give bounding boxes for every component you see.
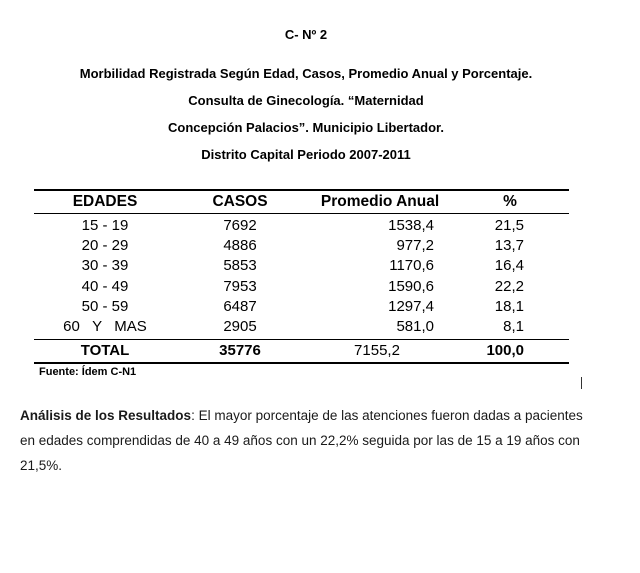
cell-edades: 20 - 29: [81, 237, 129, 254]
header-pct: %: [503, 193, 517, 210]
analysis-text: : El mayor porcentaje de las atenciones fueron dadas a pacientes en edades comprendidas de 40 a 49 años con un 22,2% seguida por las de 15 a 19 años con 21,5%.: [20, 408, 583, 473]
cell-promedio: 1590,6: [388, 278, 434, 295]
title-line-3: Concepción Palacios”. Municipio Libertador.: [168, 120, 444, 135]
header-edades: EDADES: [72, 193, 138, 210]
cell-edades: 15 - 19: [81, 217, 129, 234]
cell-edades: 40 - 49: [81, 278, 129, 295]
table-total-rule: [34, 339, 569, 340]
table-row: [0, 237, 600, 254]
table-header-rule: [34, 213, 569, 214]
cell-casos: 2905: [223, 318, 257, 335]
cell-pct: 16,4: [494, 257, 524, 274]
total-promedio: 7155,2: [354, 342, 400, 359]
analysis-label: Análisis de los Resultados: [20, 408, 192, 423]
cell-pct: 8,1: [503, 318, 524, 335]
cell-casos: 7953: [223, 278, 257, 295]
analysis-paragraph: [20, 403, 590, 478]
total-label: TOTAL: [80, 342, 130, 359]
total-casos: 35776: [219, 342, 261, 359]
source-note: Fuente: Ídem C-N1: [39, 366, 137, 378]
cell-promedio: 977,2: [396, 237, 434, 254]
total-pct: 100,0: [486, 342, 524, 359]
cell-promedio: 581,0: [396, 318, 434, 335]
table-row: [0, 318, 600, 335]
margin-mark: [581, 377, 582, 389]
cell-pct: 21,5: [494, 217, 524, 234]
table-bottom-rule: [34, 362, 569, 364]
table-total-row: [0, 342, 600, 359]
header-casos: CASOS: [212, 193, 268, 210]
cell-promedio: 1170,6: [389, 257, 434, 274]
cell-edades: 60 Y MAS: [63, 318, 147, 335]
table-number: C- Nº 2: [284, 27, 328, 42]
cell-casos: 6487: [223, 298, 257, 315]
table-top-rule: [34, 189, 569, 191]
table-header-row: [0, 193, 600, 210]
cell-casos: 7692: [223, 217, 257, 234]
cell-edades: 50 - 59: [81, 298, 129, 315]
cell-promedio: 1297,4: [388, 298, 434, 315]
cell-edades: 30 - 39: [81, 257, 129, 274]
cell-casos: 5853: [223, 257, 257, 274]
cell-pct: 22,2: [494, 278, 524, 295]
title-line-4: Distrito Capital Periodo 2007-2011: [201, 147, 411, 162]
title-line-2: Consulta de Ginecología. “Maternidad: [188, 93, 424, 108]
cell-pct: 13,7: [494, 237, 524, 254]
title-line-1: Morbilidad Registrada Según Edad, Casos, Promedio Anual y Porcentaje.: [79, 66, 533, 81]
cell-promedio: 1538,4: [388, 217, 434, 234]
header-promedio: Promedio Anual: [320, 193, 440, 210]
cell-pct: 18,1: [494, 298, 524, 315]
cell-casos: 4886: [223, 237, 257, 254]
table-row: [0, 278, 600, 295]
table-row: [0, 257, 600, 274]
table-row: [0, 217, 600, 234]
table-row: [0, 298, 600, 315]
